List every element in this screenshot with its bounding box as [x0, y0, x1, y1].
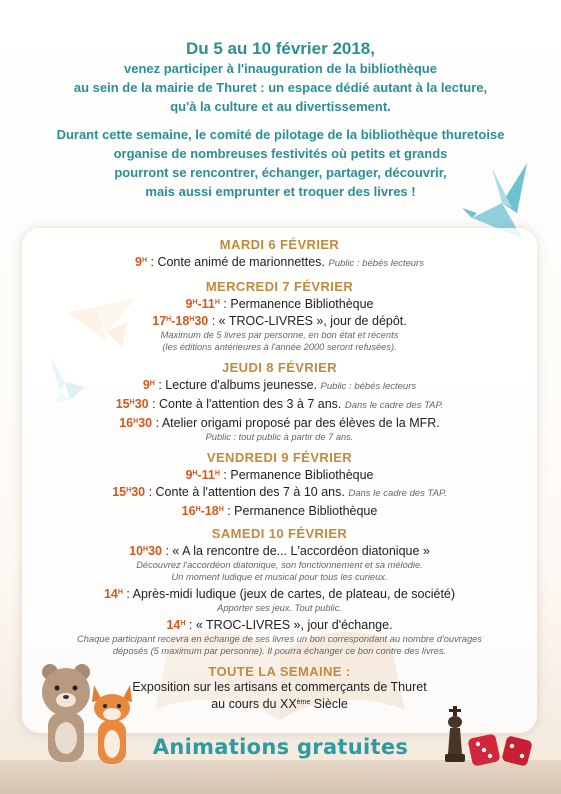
day-title: JEUDI 8 FÉVRIER [221, 360, 338, 375]
day-title: SAMEDI 10 FÉVRIER [211, 526, 348, 541]
event-details: Chaque participant recevra en échange de ses livres un bon correspondant au nombre d'ouvrages [77, 634, 482, 644]
intro-line: pourront se rencontrer, échanger, partager, découvrir, [114, 165, 447, 180]
exhibition-line: Exposition sur les artisans et commerçants de Thuret [132, 680, 427, 694]
day-title: MARDI 6 FÉVRIER [219, 237, 340, 252]
event-time: $9^H$ [135, 255, 148, 269]
event-line: $14^H$ : Après-midi ludique (jeux de cartes, de plateau, de société) [103, 587, 456, 601]
event-line: $10^H30$ : « A la rencontre de... L'accordéon diatonique » [129, 544, 430, 558]
footer-title: Animations gratuites [152, 735, 409, 759]
event-line: $14^H$ : « TROC-LIVRES », jour d'échange. [166, 618, 393, 632]
event-time: $14^H$ [166, 618, 186, 632]
event-time: $17^H-18^H30$ [152, 314, 209, 328]
event-details: déposés (5 maximum par personne). Il pourra échanger ce bon contre des livres. [112, 646, 447, 656]
event-details: (les éditions antérieures à l'année 2000 seront refusées). [162, 342, 397, 352]
intro-line: Durant cette semaine, le comité de pilotage de la bibliothèque thuretoise [56, 127, 505, 142]
event-note: Public : bébés lecteurs [320, 381, 417, 392]
event-time: $10^H30$ [129, 544, 162, 558]
intro-line: qu'à la culture et au divertissement. [170, 99, 391, 114]
event-line: $15^H30$ : Conte à l'attention des 7 à 10 ans. Dans le cadre des TAP. [112, 485, 447, 499]
event-line: $9^H-11^H$ : Permanence Bibliothèque [185, 297, 374, 311]
event-time: $9^H-11^H$ [185, 297, 220, 311]
intro-line: venez participer à l'inauguration de la bibliothèque [124, 61, 437, 76]
event-line: $16^H-18^H$ : Permanence Bibliothèque [181, 504, 378, 518]
day-title: TOUTE LA SEMAINE : [208, 664, 351, 679]
event-line: $9^H-11^H$ : Permanence Bibliothèque [185, 468, 374, 482]
day-title: MERCREDI 7 FÉVRIER [205, 279, 354, 294]
event-line: $15^H30$ : Conte à l'attention des 3 à 7 ans. Dans le cadre des TAP. [115, 397, 444, 411]
event-line: $16^H30$ : Atelier origami proposé par des élèves de la MFR. [119, 416, 440, 430]
intro [0, 38, 561, 201]
event-details: Apporter ses jeux. Tout public. [217, 603, 342, 613]
program [22, 236, 537, 712]
intro-line: organise de nombreuses festivités où petits et grands [113, 146, 448, 161]
event-time: $9^H$ [142, 378, 155, 392]
event-line: $17^H-18^H30$ : « TROC-LIVRES », jour de dépôt. [152, 314, 407, 328]
exhibition-line: au cours du XXème Siècle [211, 697, 348, 711]
event-time: $9^H-11^H$ [185, 468, 220, 482]
day-title: VENDREDI 9 FÉVRIER [206, 450, 353, 465]
event-line: $9^H$ : Conte animé de marionnettes. Public : bébés lecteurs [135, 255, 424, 269]
event-time: $16^H30$ [119, 416, 153, 430]
event-details: Public : tout public à partir de 7 ans. [205, 432, 354, 442]
event-time: $14^H$ [103, 587, 123, 601]
event-time: $16^H-18^H$ [181, 504, 224, 518]
intro-line: au sein de la mairie de Thuret : un espace dédié autant à la lecture, [73, 80, 488, 95]
event-line: $9^H$ : Lecture d'albums jeunesse. Public : bébés lecteurs [142, 378, 417, 392]
event-note: Dans le cadre des TAP. [344, 400, 444, 411]
event-time: $15^H30$ [115, 397, 149, 411]
event-details: Un moment ludique et musical pour tous les curieux. [171, 572, 388, 582]
event-time: $15^H30$ [112, 485, 146, 499]
intro-line: mais aussi emprunter et troquer des livres ! [145, 184, 416, 199]
event-details: Maximum de 5 livres par personne, en bon état et récents [160, 330, 399, 340]
event-note: Public : bébés lecteurs [328, 258, 424, 269]
headline: Du 5 au 10 février 2018, [185, 39, 375, 58]
event-details: Découvrez l'accordéon diatonique, son fonctionnement et sa mélodie. [136, 560, 423, 570]
event-note: Dans le cadre des TAP. [348, 488, 447, 499]
